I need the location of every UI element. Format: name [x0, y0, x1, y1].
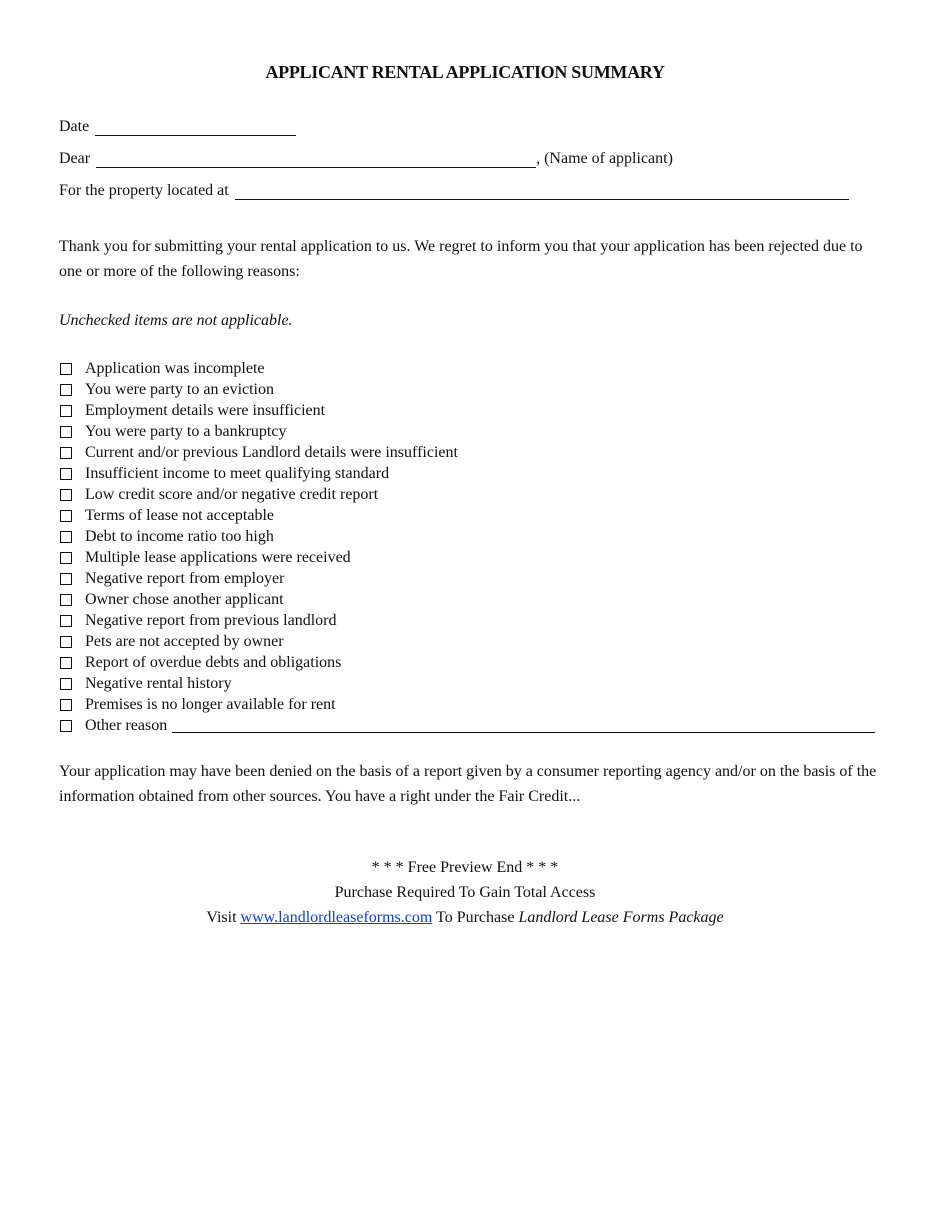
- checkbox[interactable]: [60, 363, 72, 375]
- reason-label: Terms of lease not acceptable: [85, 506, 275, 524]
- dear-field-row: [59, 150, 673, 168]
- rejection-reasons-list: [60, 358, 875, 736]
- visit-prefix: Visit: [206, 909, 241, 926]
- reason-item: [60, 463, 875, 484]
- reason-item: [60, 547, 875, 568]
- purchase-required-text: Purchase Required To Gain Total Access: [334, 884, 596, 901]
- page-title: APPLICANT RENTAL APPLICATION SUMMARY: [265, 62, 665, 82]
- checkbox[interactable]: [60, 510, 72, 522]
- website-link[interactable]: www.landlordleaseforms.com: [240, 909, 433, 926]
- other-reason-item: [60, 715, 875, 736]
- checkbox[interactable]: [60, 552, 72, 564]
- closing-paragraph: Your application may have been denied on the basis of a report given by a consumer reporting agency and/or on the basis of the information obtained from other sources. You have a right under the Fair Credit...: [59, 763, 877, 805]
- reason-label: Report of overdue debts and obligations: [85, 653, 342, 671]
- reason-label: Negative report from employer: [85, 569, 285, 587]
- visit-line: [0, 905, 930, 930]
- package-name: Landlord Lease Forms Package: [518, 909, 724, 926]
- date-label: Date: [59, 118, 90, 135]
- reason-item: [60, 421, 875, 442]
- reason-label: Application was incomplete: [85, 359, 265, 377]
- reason-label: You were party to an eviction: [85, 380, 274, 398]
- checkbox[interactable]: [60, 531, 72, 543]
- reason-item: [60, 379, 875, 400]
- checkbox[interactable]: [60, 615, 72, 627]
- reason-label: You were party to a bankruptcy: [85, 422, 287, 440]
- checkbox[interactable]: [60, 468, 72, 480]
- property-field-row: [59, 182, 849, 200]
- other-reason-blank-line[interactable]: [172, 718, 875, 733]
- reason-item: [60, 694, 875, 715]
- property-label: For the property located at: [59, 182, 229, 199]
- checkbox[interactable]: [60, 405, 72, 417]
- reason-item: [60, 568, 875, 589]
- purchase-middle-text: To Purchase: [432, 909, 519, 926]
- date-field-row: [59, 118, 296, 136]
- reason-label: Negative report from previous landlord: [85, 611, 337, 629]
- checkbox[interactable]: [60, 699, 72, 711]
- dear-label: Dear: [59, 150, 91, 167]
- preview-end-text: * * * Free Preview End * * *: [371, 859, 559, 876]
- applicant-name-blank-line[interactable]: [96, 153, 536, 168]
- intro-paragraph: Thank you for submitting your rental application to us. We regret to inform you that your application has been rejected due to one or more of the following reasons:: [59, 238, 863, 280]
- date-blank-line[interactable]: [95, 121, 296, 136]
- reason-label: Owner chose another applicant: [85, 590, 284, 608]
- checkbox[interactable]: [60, 447, 72, 459]
- reason-item: [60, 673, 875, 694]
- checkbox[interactable]: [60, 426, 72, 438]
- checkbox[interactable]: [60, 573, 72, 585]
- checkbox[interactable]: [60, 636, 72, 648]
- reason-item: [60, 631, 875, 652]
- property-address-blank-line[interactable]: [235, 185, 849, 200]
- checkbox[interactable]: [60, 489, 72, 501]
- reason-item: [60, 442, 875, 463]
- reason-label: Low credit score and/or negative credit report: [85, 485, 379, 503]
- reason-label: Debt to income ratio too high: [85, 527, 274, 545]
- checkbox[interactable]: [60, 384, 72, 396]
- checkbox[interactable]: [60, 657, 72, 669]
- reason-item: [60, 610, 875, 631]
- reason-label: Employment details were insufficient: [85, 401, 326, 419]
- dear-suffix: , (Name of applicant): [536, 150, 673, 167]
- checkbox[interactable]: [60, 594, 72, 606]
- reason-label: Premises is no longer available for rent: [85, 695, 336, 713]
- reason-item: [60, 400, 875, 421]
- reason-label: Pets are not accepted by owner: [85, 632, 284, 650]
- checkbox[interactable]: [60, 720, 72, 732]
- reason-label: Current and/or previous Landlord details were insufficient: [85, 443, 458, 461]
- unchecked-note: Unchecked items are not applicable.: [59, 312, 293, 329]
- reason-item: [60, 484, 875, 505]
- reason-item: [60, 505, 875, 526]
- reason-item: [60, 358, 875, 379]
- preview-footer: [0, 855, 930, 930]
- checkbox[interactable]: [60, 678, 72, 690]
- reason-item: [60, 652, 875, 673]
- other-reason-label: Other reason: [85, 716, 168, 734]
- reason-label: Negative rental history: [85, 674, 232, 692]
- reason-label: Insufficient income to meet qualifying standard: [85, 464, 390, 482]
- reason-item: [60, 589, 875, 610]
- reason-item: [60, 526, 875, 547]
- reason-label: Multiple lease applications were received: [85, 548, 351, 566]
